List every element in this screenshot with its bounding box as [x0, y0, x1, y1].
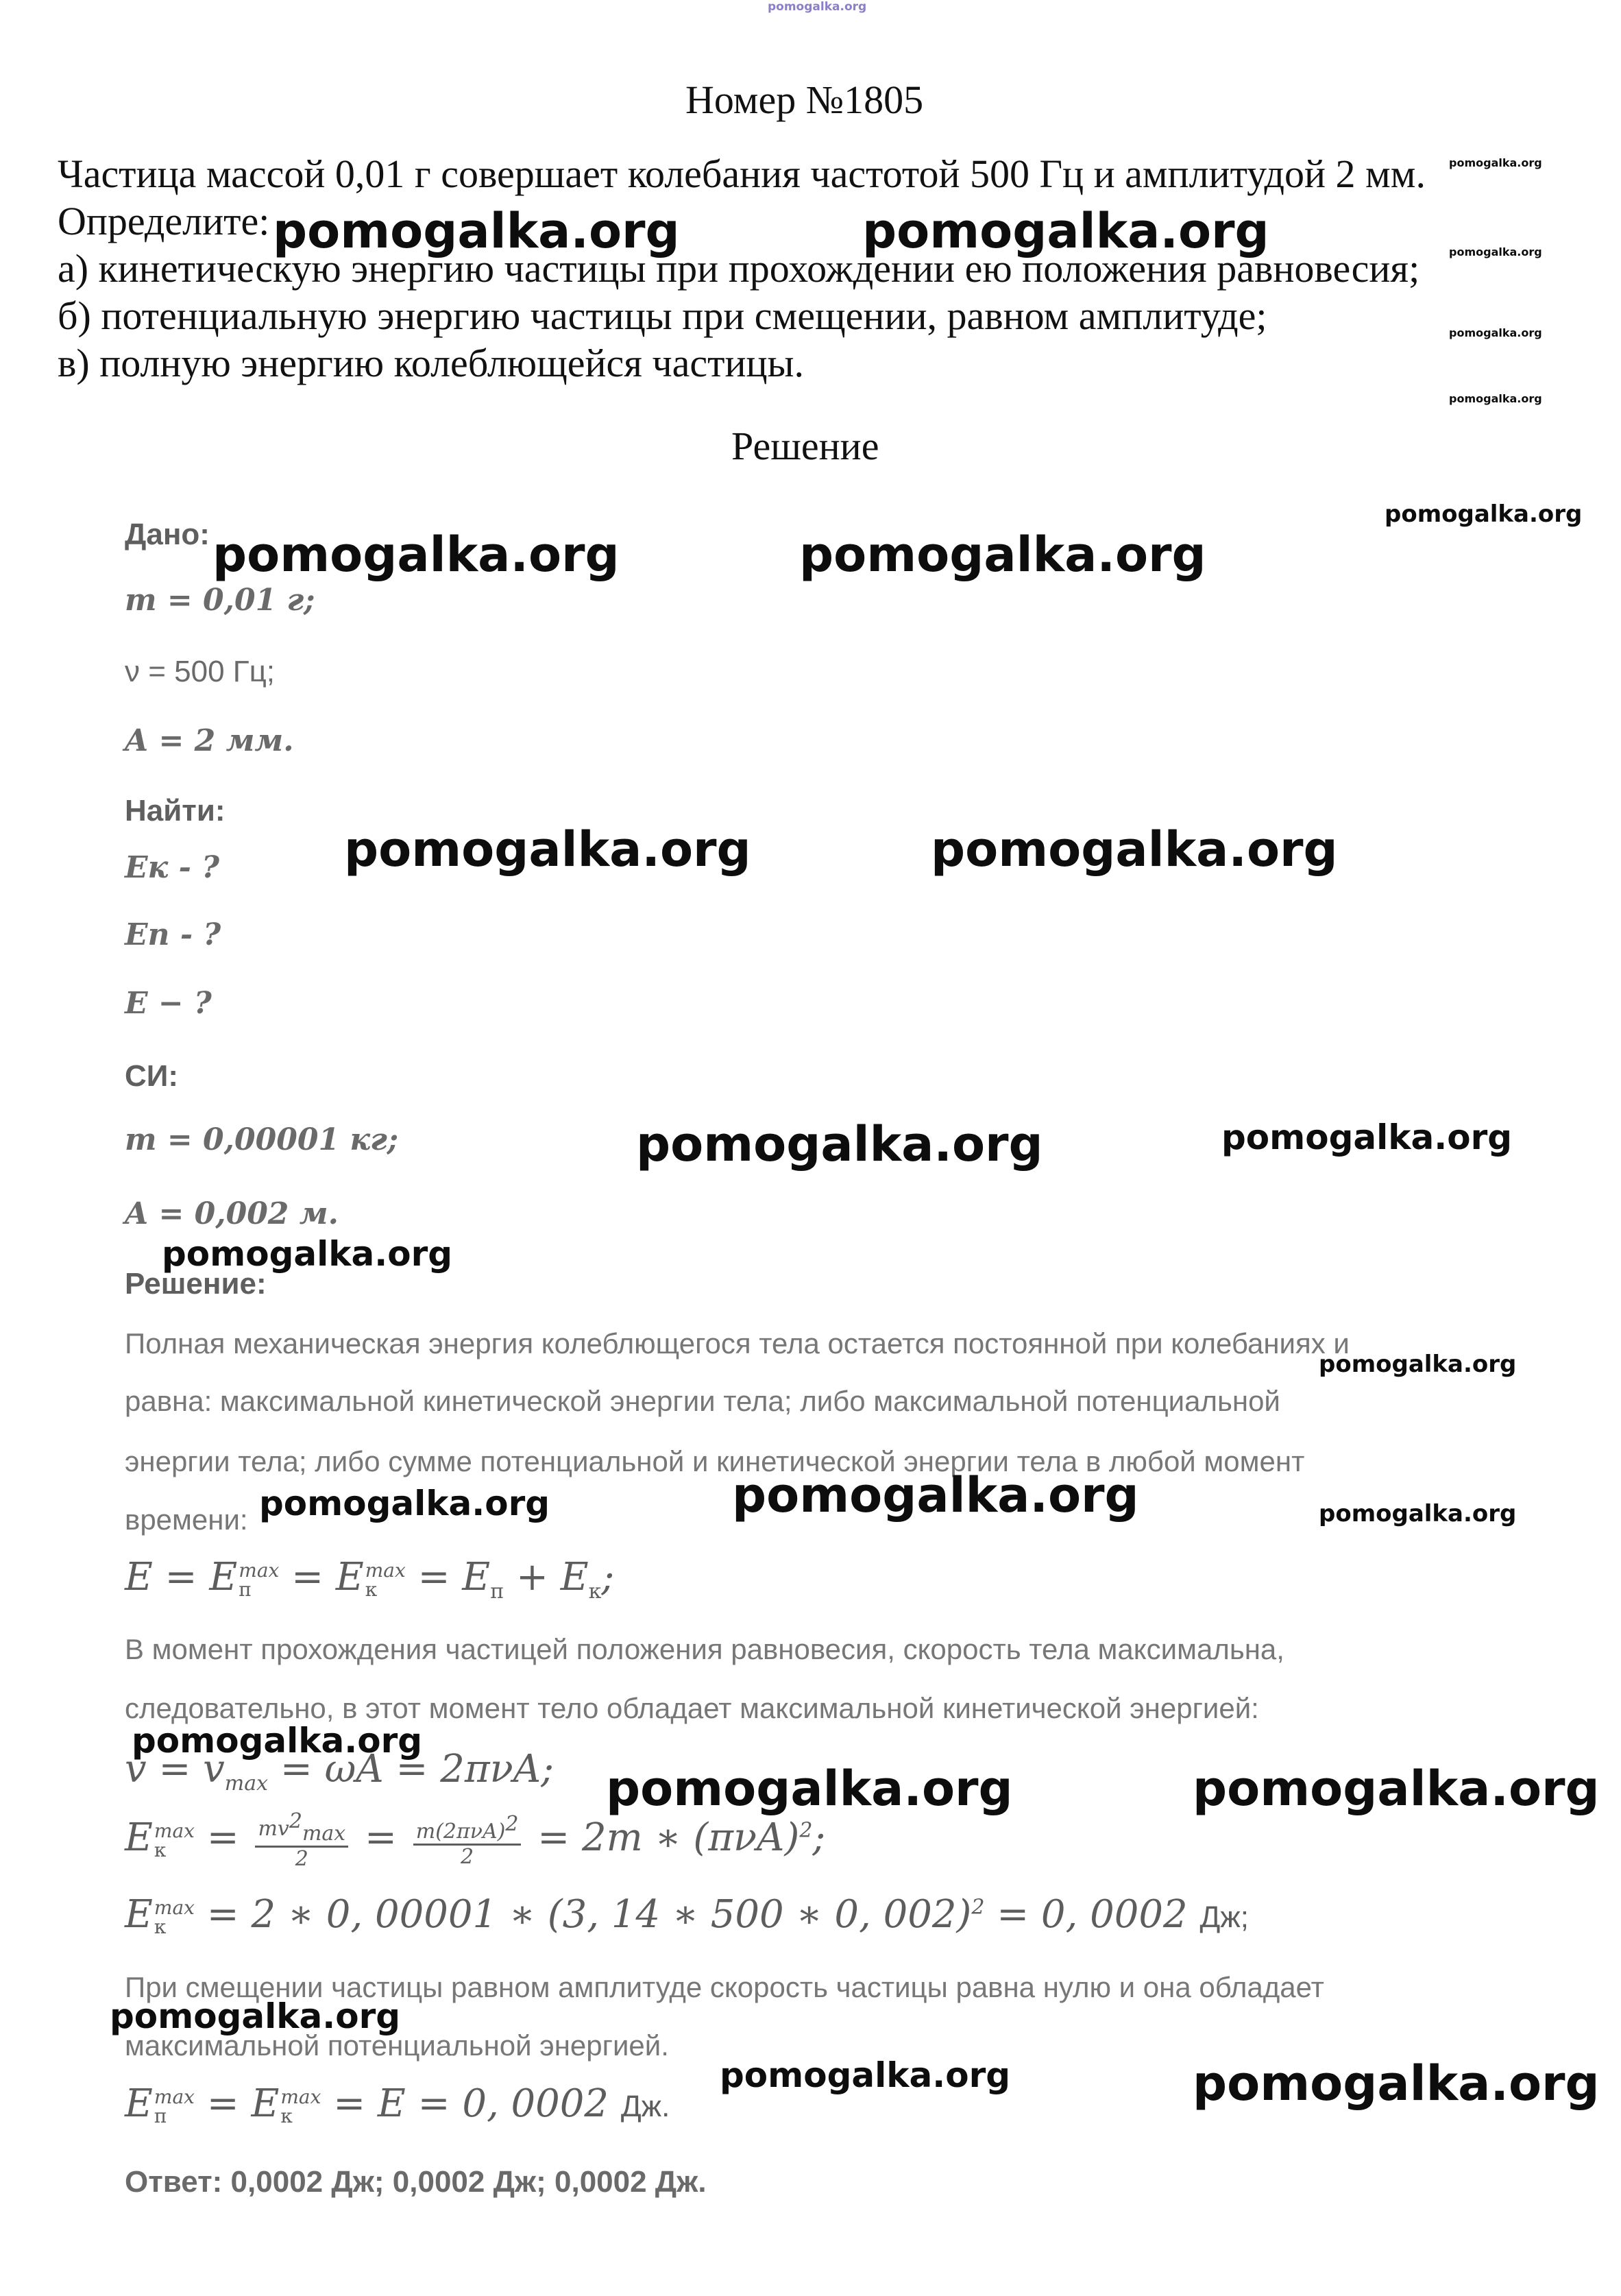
condition-line-1: Частица массой 0,01 г совершает колебания частотой 500 Гц и амплитудой 2 мм. [58, 152, 1426, 196]
watermark: pomogalka.org [110, 1996, 401, 2036]
paragraph-3-line-2: максимальной потенциальной энергией. [125, 2029, 669, 2062]
watermark: pomogalka.org [1193, 2055, 1600, 2112]
watermark: pomogalka.org [636, 1116, 1043, 1172]
condition-line-5: в) полную энергию колеблющейся частицы. [58, 341, 805, 385]
solution-subheading: Решение: [125, 1267, 267, 1301]
si-amplitude: A = 0,002 м. [125, 1196, 339, 1231]
paragraph-2-line-1: В момент прохождения частицей положения равновесия, скорость тела максимальна, [125, 1633, 1284, 1665]
equation-total-energy: E = E max п = E max к = $E_п + E_к$; [125, 1555, 615, 1604]
watermark: pomogalka.org [1221, 1117, 1513, 1157]
equation-kinetic-formula: E max к = $\frac{mv^2_{max}}{2}$ = $\frac{m(2\pi\nu A)^2}{2}$ = 2m ∗ $(\pi\nu A)^2$; [125, 1809, 826, 1871]
watermark: pomogalka.org [212, 527, 620, 583]
watermark: pomogalka.org [344, 821, 751, 878]
watermark: pomogalka.org [1319, 1351, 1517, 1378]
watermark: pomogalka.org [720, 2055, 1011, 2095]
watermark: pomogalka.org [1449, 156, 1542, 169]
solution-heading: Решение [731, 424, 879, 468]
watermark: pomogalka.org [259, 1484, 550, 1523]
equation-potential-value: E max п = E max к = E = 0, 0002 Дж. [125, 2081, 670, 2127]
paragraph-1-line-3: энергии тела; либо сумме потенциальной и кинетической энергии тела в любой момент [125, 1445, 1305, 1477]
condition-line-2: Определите: [58, 199, 270, 243]
equation-kinetic-value: E max к = 2 ∗ 0, 00001 ∗ (3, 14 ∗ 500 ∗ 0, 002)$^2$ = 0, 0002 Дж; [125, 1892, 1249, 1938]
page-title: Номер №1805 [685, 77, 924, 122]
answer: Ответ: 0,0002 Дж; 0,0002 Дж; 0,0002 Дж. [125, 2165, 707, 2199]
find-potential: Eп - ? [125, 917, 221, 952]
watermark: pomogalka.org [1319, 1500, 1517, 1527]
top-watermark: pomogalka.org [768, 0, 867, 14]
watermark: pomogalka.org [931, 821, 1338, 878]
paragraph-2-line-2: следовательно, в этот момент тело обладает максимальной кинетической энергией: [125, 1692, 1259, 1724]
watermark: pomogalka.org [1385, 500, 1583, 528]
find-kinetic: Eк - ? [125, 850, 219, 885]
condition-line-4: б) потенциальную энергию частицы при смещении, равном амплитуде; [58, 293, 1267, 338]
paragraph-1-line-2: равна: максимальной кинетической энергии тела; либо максимальной потенциальной [125, 1385, 1280, 1417]
watermark: pomogalka.org [132, 1721, 423, 1761]
paragraph-1-line-1: Полная механическая энергия колеблющегося тела остается постоянной при колебаниях и [125, 1327, 1350, 1360]
given-mass: m = 0,01 г; [125, 583, 315, 618]
given-amplitude: A = 2 мм. [125, 723, 294, 758]
watermark: pomogalka.org [273, 203, 680, 259]
watermark: pomogalka.org [799, 527, 1206, 583]
si-mass: m = 0,00001 кг; [125, 1122, 399, 1157]
equation-velocity: $v = v_{max} = \omega A = 2\pi\nu A$; [125, 1747, 554, 1796]
condition-line-3: а) кинетическую энергию частицы при прохождении ею положения равновесия; [58, 246, 1420, 291]
si-heading: СИ: [125, 1059, 179, 1093]
watermark: pomogalka.org [1449, 392, 1542, 405]
find-heading: Найти: [125, 794, 226, 827]
watermark: pomogalka.org [1449, 245, 1542, 258]
watermark: pomogalka.org [606, 1761, 1013, 1817]
watermark: pomogalka.org [732, 1467, 1139, 1523]
paragraph-1-line-4: времени: [125, 1503, 248, 1536]
paragraph-3-line-1: При смещении частицы равном амплитуде скорость частицы равна нулю и она обладает [125, 1971, 1324, 2003]
watermark: pomogalka.org [162, 1234, 453, 1274]
given-heading: Дано: [125, 518, 210, 551]
watermark: pomogalka.org [1193, 1761, 1600, 1817]
watermark: pomogalka.org [1449, 326, 1542, 339]
given-frequency: ν = 500 Гц; [125, 655, 276, 688]
find-total: E − ? [125, 986, 212, 1021]
watermark: pomogalka.org [862, 203, 1269, 259]
